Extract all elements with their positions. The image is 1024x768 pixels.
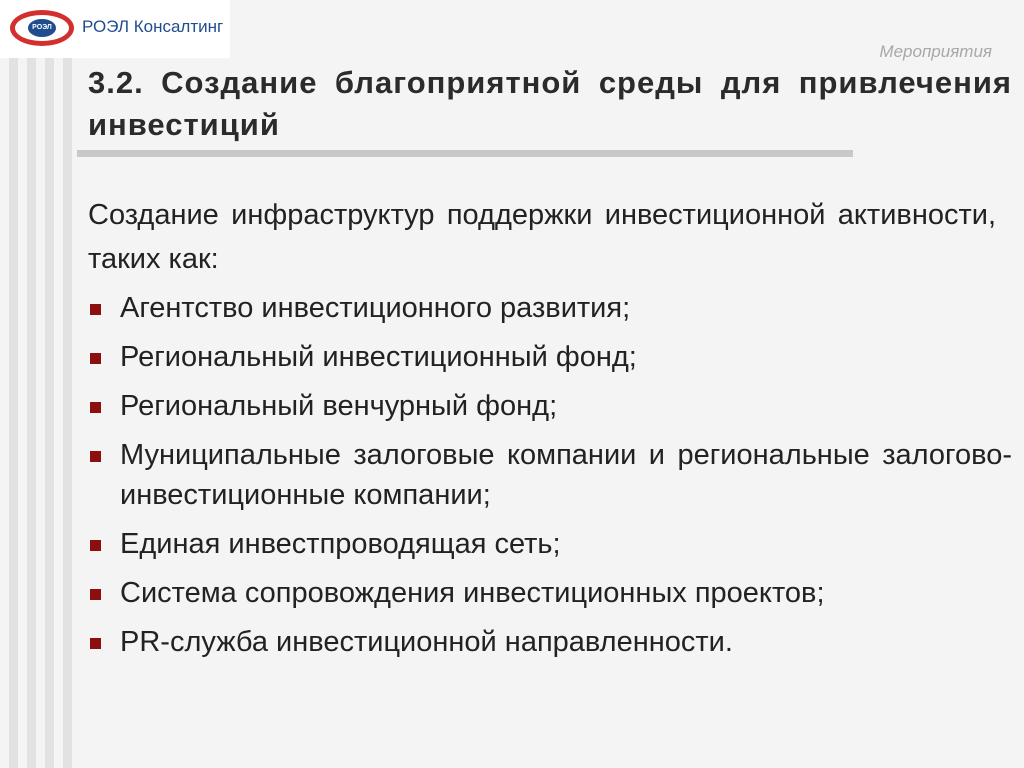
list-item-text: Муниципальные залоговые компании и региональные залогово-инвестиционные компании;	[120, 439, 1012, 511]
bullet-list	[88, 288, 1012, 671]
list-item	[88, 622, 1012, 662]
list-item	[88, 386, 1012, 426]
title-divider	[77, 150, 853, 157]
square-bullet-icon	[90, 353, 101, 364]
list-item	[88, 337, 1012, 377]
square-bullet-icon	[90, 304, 101, 315]
logo-text: РОЭЛ Консалтинг	[82, 17, 224, 36]
list-item	[88, 524, 1012, 564]
list-item	[88, 573, 1012, 613]
section-label: Мероприятия	[879, 42, 992, 61]
list-item	[88, 288, 1012, 328]
logo-emblem-icon	[10, 10, 74, 46]
square-bullet-icon	[90, 451, 101, 462]
list-item	[88, 435, 1012, 515]
list-item-text: Региональный инвестиционный фонд;	[120, 341, 637, 373]
list-item-text: PR-служба инвестиционной направленности.	[120, 626, 733, 658]
intro-text: Создание инфраструктур поддержки инвестиционной активности, таких как:	[88, 199, 996, 275]
slide-title: 3.2. Создание благоприятной среды для привлечения инвестиций	[88, 65, 1012, 142]
square-bullet-icon	[90, 589, 101, 600]
logo-mark: РОЭЛ	[28, 19, 56, 37]
company-logo	[0, 0, 230, 58]
list-item-text: Агентство инвестиционного развития;	[120, 292, 631, 324]
square-bullet-icon	[90, 402, 101, 413]
square-bullet-icon	[90, 638, 101, 649]
list-item-text: Единая инвестпроводящая сеть;	[120, 528, 561, 560]
list-item-text: Региональный венчурный фонд;	[120, 390, 558, 422]
square-bullet-icon	[90, 540, 101, 551]
decorative-stripes	[0, 0, 72, 768]
list-item-text: Система сопровождения инвестиционных проектов;	[120, 577, 825, 609]
